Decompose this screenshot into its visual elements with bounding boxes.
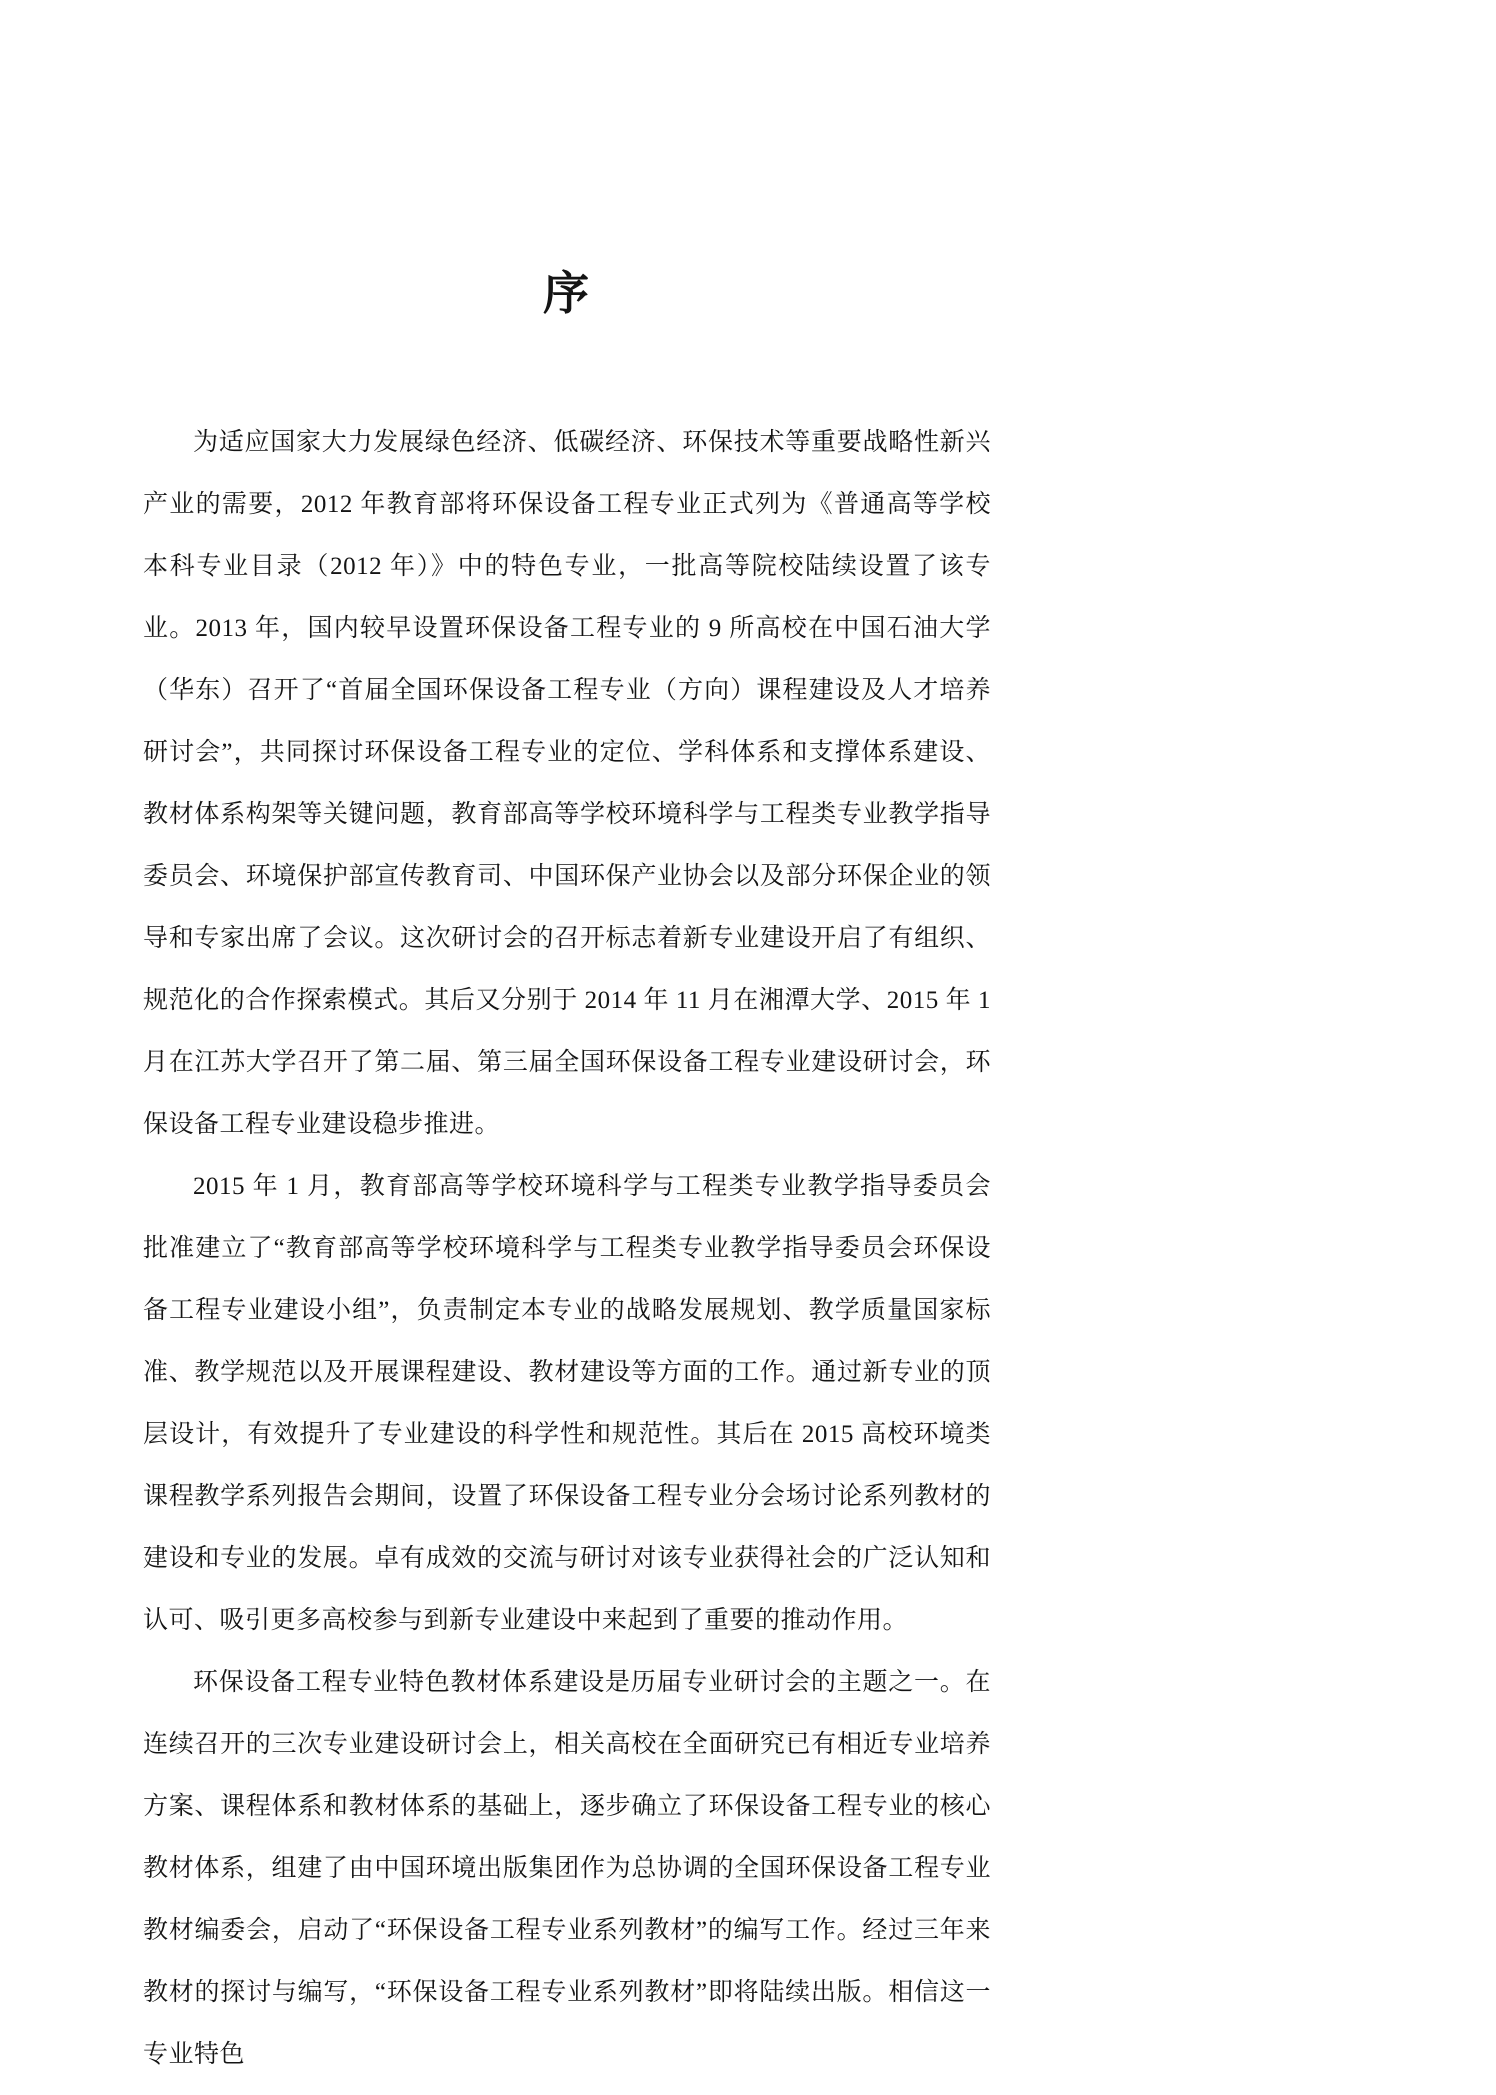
- preface-content: [143, 268, 991, 2086]
- preface-paragraph-1: 为适应国家大力发展绿色经济、低碳经济、环保技术等重要战略性新兴产业的需要，2012 年教育部将环保设备工程专业正式列为《普通高等学校本科专业目录（2012 年）》中的特色专业，一批高等院校陆续设置了该专业。2013 年，国内较早设置环保设备工程专业的 9 所高校在中国石油大学（华东）召开了“首届全国环保设备工程专业（方向）课程建设及人才培养研讨会”，共同探讨环保设备工程专业的定位、学科体系和支撑体系建设、教材体系构架等关键问题，教育部高等学校环境科学与工程类专业教学指导委员会、环境保护部宣传教育司、中国环保产业协会以及部分环保企业的领导和专家出席了会议。这次研讨会的召开标志着新专业建设开启了有组织、规范化的合作探索模式。其后又分别于 2014 年 11 月在湘潭大学、2015 年 1 月在江苏大学召开了第二届、第三届全国环保设备工程专业建设研讨会，环保设备工程专业建设稳步推进。: [143, 429, 991, 1138]
- preface-paragraph-3: 环保设备工程专业特色教材体系建设是历届专业研讨会的主题之一。在连续召开的三次专业建设研讨会上，相关高校在全面研究已有相近专业培养方案、课程体系和教材体系的基础上，逐步确立了环保设备工程专业的核心教材体系，组建了由中国环境出版集团作为总协调的全国环保设备工程专业教材编委会，启动了“环保设备工程专业系列教材”的编写工作。经过三年来教材的探讨与编写，“环保设备工程专业系列教材”即将陆续出版。相信这一专业特色: [143, 1669, 991, 2068]
- preface-title: 序: [543, 268, 591, 319]
- preface-paragraph-2: 2015 年 1 月，教育部高等学校环境科学与工程类专业教学指导委员会批准建立了“教育部高等学校环境科学与工程类专业教学指导委员会环保设备工程专业建设小组”，负责制定本专业的战略发展规划、教学质量国家标准、教学规范以及开展课程建设、教材建设等方面的工作。通过新专业的顶层设计，有效提升了专业建设的科学性和规范性。其后在 2015 高校环境类课程教学系列报告会期间，设置了环保设备工程专业分会场讨论系列教材的建设和专业的发展。卓有成效的交流与研讨对该专业获得社会的广泛认知和认可、吸引更多高校参与到新专业建设中来起到了重要的推动作用。: [143, 1173, 991, 1634]
